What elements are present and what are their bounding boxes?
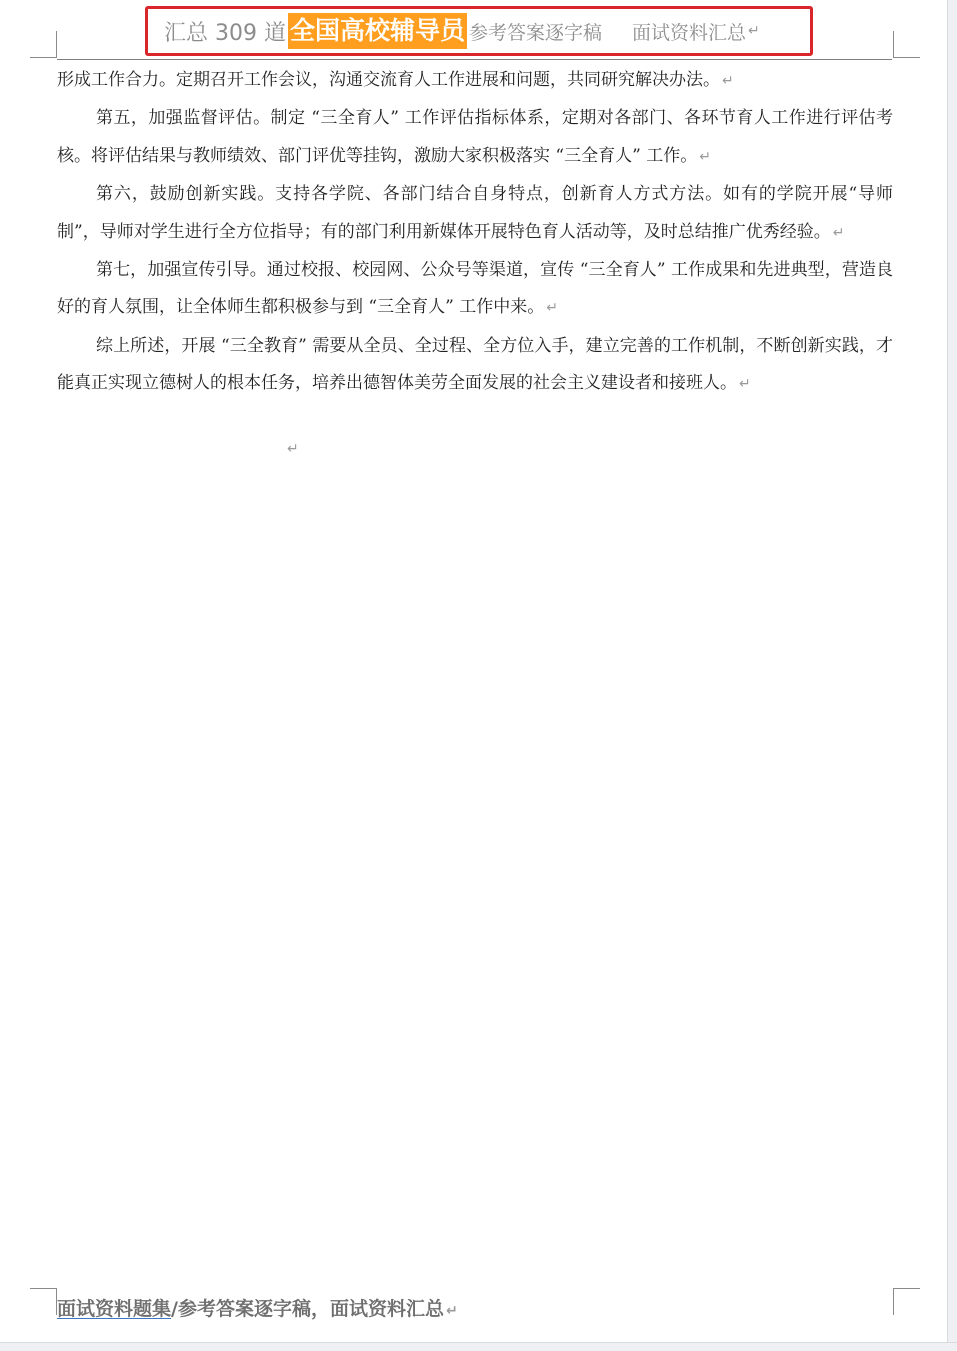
header-prefix: 汇总 309 道 — [164, 20, 286, 46]
crop-mark-bottom-right — [893, 1288, 920, 1315]
paragraph-mark-icon: ↵ — [832, 224, 845, 241]
page-header[interactable] — [145, 6, 813, 56]
crop-mark-bottom-left — [30, 1288, 57, 1315]
paragraph-1-text: 形成工作合力。定期召开工作会议，沟通交流育人工作进展和问题，共同研究解决办法。 — [57, 70, 720, 90]
header-highlighted-title: 全国高校辅导员 — [288, 13, 467, 49]
paragraph-mark-icon: ↵ — [546, 300, 558, 317]
paragraph-mark-icon: ↵ — [287, 440, 299, 457]
header-right-text: 面试资料汇总 — [632, 21, 747, 44]
paragraph-4 — [57, 252, 893, 328]
crop-mark-top-left — [30, 31, 57, 58]
paragraph-1 — [57, 62, 893, 100]
footer-text: /参考答案逐字稿，面试资料汇总 — [171, 1298, 444, 1320]
paragraph-mark-icon: ↵ — [748, 23, 760, 39]
paragraph-mark-icon: ↵ — [445, 1303, 458, 1319]
paragraph-mark-icon: ↵ — [722, 73, 734, 89]
paragraph-mark-icon: ↵ — [739, 376, 751, 393]
paragraph-2-text: 第五，加强监督评估。制定 “三全育人” 工作评估指标体系，定期对各部门、各环节育人工作进行评估考核。将评估结果与教师绩效、部门评优等挂钩，激励大家积极落实 “三全育人” 工作。 — [57, 108, 893, 166]
page-footer[interactable] — [57, 1294, 458, 1321]
paragraph-4-text: 第七，加强宣传引导。通过校报、校园网、公众号等渠道，宣传 “三全育人” 工作成果和先进典型，营造良好的育人氛围，让全体师生都积极参与到 “三全育人” 工作中来。 — [57, 260, 893, 318]
crop-mark-top-right — [893, 31, 920, 58]
paragraph-3 — [57, 176, 893, 252]
document-body[interactable] — [57, 62, 893, 493]
header-divider — [57, 59, 892, 60]
page-shadow-bottom — [0, 1342, 957, 1351]
paragraph-2 — [57, 100, 893, 176]
header-suffix: 参考答案逐字稿 — [469, 21, 603, 44]
paragraph-5-text: 综上所述，开展 “三全教育” 需要从全员、全过程、全方位入手，建立完善的工作机制，不断创新实践，才能真正实现立德树人的根本任务，培养出德智体美劳全面发展的社会主义建设者和接班人。 — [57, 335, 893, 394]
footer-link[interactable]: 面试资料题集 — [57, 1298, 172, 1320]
paragraph-5 — [57, 328, 893, 404]
paragraph-3-text: 第六，鼓励创新实践。支持各学院、各部门结合自身特点，创新育人方式方法。如有的学院开展“导师制”，导师对学生进行全方位指导；有的部门利用新媒体开展特色育人活动等，及时总结推广优秀经验。 — [57, 184, 893, 242]
page-shadow-right — [947, 0, 957, 1351]
empty-paragraph — [57, 404, 893, 493]
paragraph-mark-icon: ↵ — [699, 148, 711, 165]
